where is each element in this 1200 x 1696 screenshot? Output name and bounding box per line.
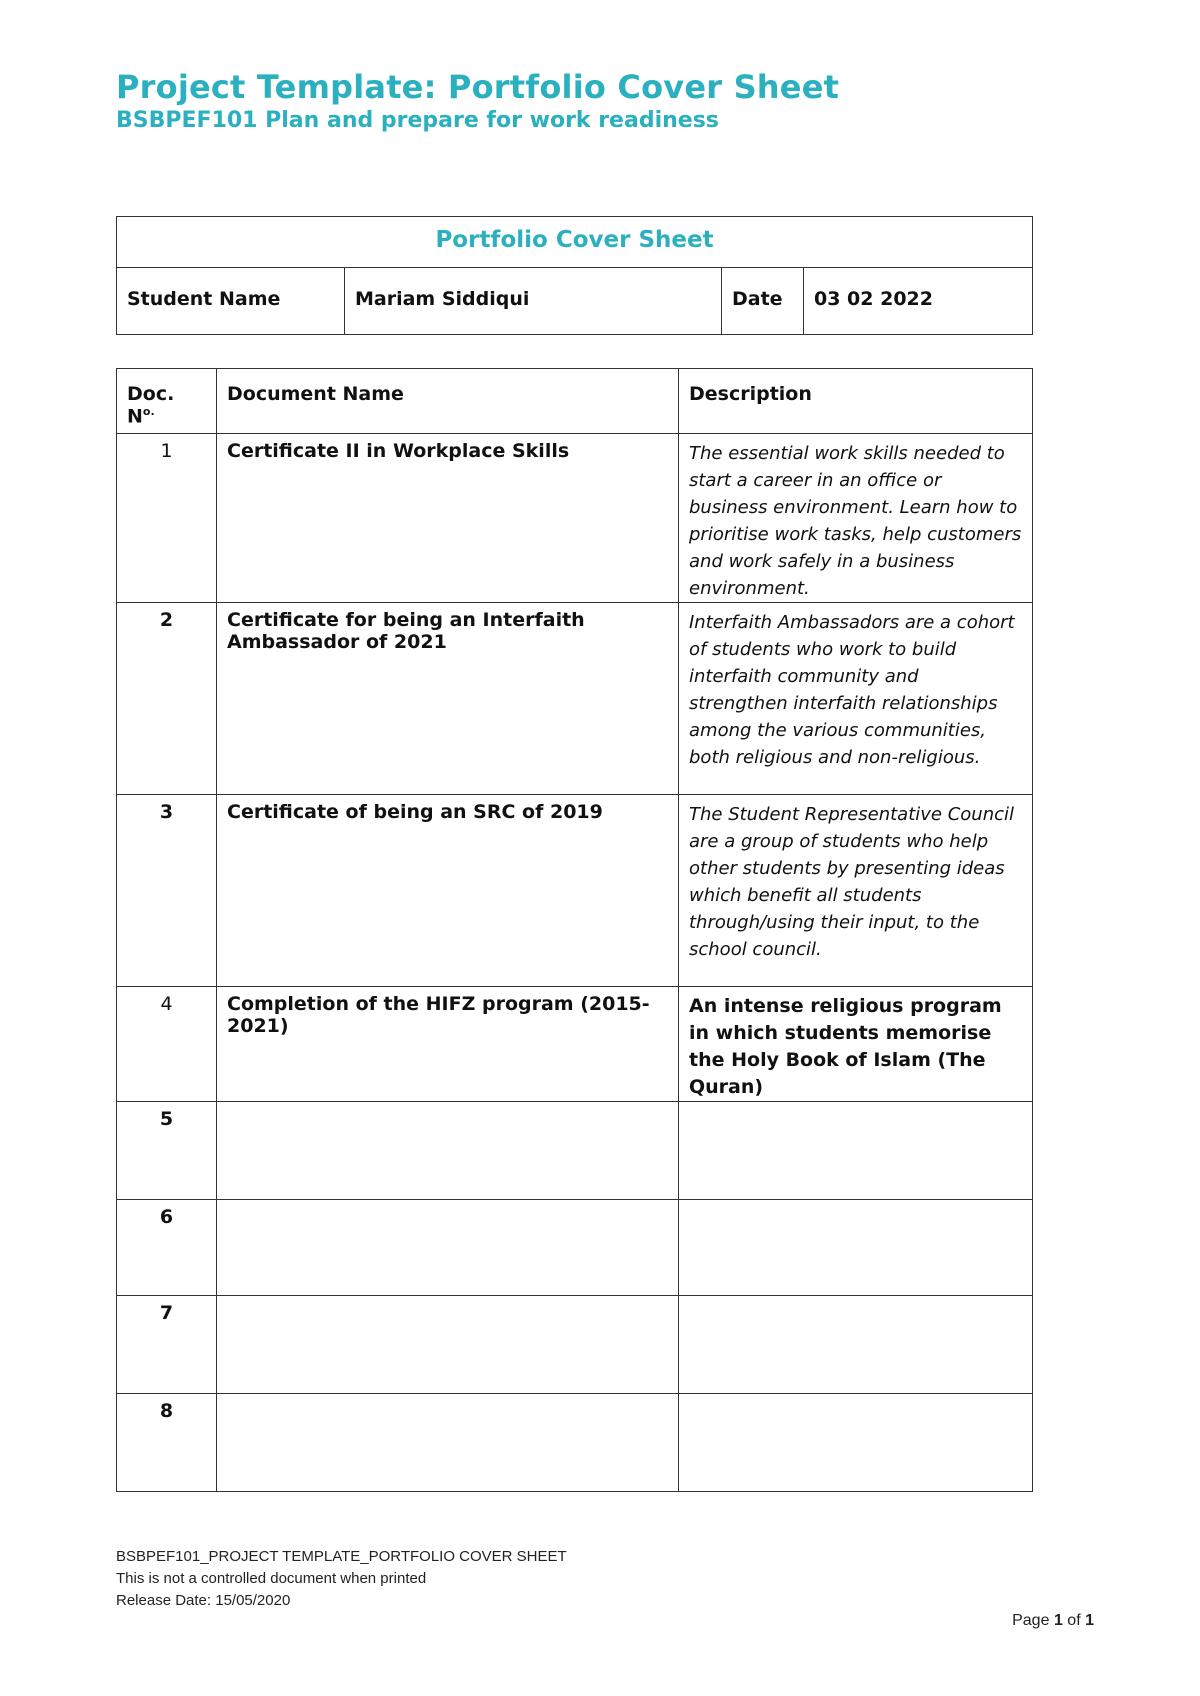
- document-description: An intense religious program in which students memorise the Holy Book of Islam (The Quran): [679, 987, 1033, 1102]
- doc-number: 7: [117, 1296, 217, 1394]
- footer-release-date: Release Date: 15/05/2020: [116, 1592, 291, 1609]
- page-current: 1: [1053, 1612, 1063, 1629]
- table-row: [117, 987, 1033, 1102]
- document-name: [217, 1394, 679, 1492]
- column-header-document-name: Document Name: [217, 369, 679, 434]
- document-name: Certificate of being an SRC of 2019: [217, 795, 679, 987]
- document-title: Project Template: Portfolio Cover Sheet: [116, 68, 840, 106]
- document-description: [679, 1296, 1033, 1394]
- table-row: [117, 603, 1033, 795]
- footer-document-code: BSBPEF101_PROJECT TEMPLATE_PORTFOLIO COVER SHEET: [116, 1548, 567, 1565]
- document-footer: [116, 1546, 567, 1612]
- date-label: Date: [722, 268, 804, 335]
- documents-table: [116, 368, 1033, 1492]
- document-name: Certificate II in Workplace Skills: [217, 434, 679, 603]
- page-number: Page 1 of 1: [1012, 1612, 1094, 1629]
- doc-number: 4: [117, 987, 217, 1102]
- page-total: 1: [1085, 1612, 1094, 1629]
- table-row: [117, 434, 1033, 603]
- student-name-value: Mariam Siddiqui: [345, 268, 722, 335]
- document-name: [217, 1296, 679, 1394]
- document-description: The essential work skills needed to start a career in an office or business environment. Learn how to prioritise work tasks, help customers and work safely in a business environment.: [679, 434, 1033, 603]
- document-name: Certificate for being an Interfaith Ambassador of 2021: [217, 603, 679, 795]
- table-row: [117, 1102, 1033, 1200]
- student-name-label: Student Name: [117, 268, 345, 335]
- doc-number: 5: [117, 1102, 217, 1200]
- column-header-description: Description: [679, 369, 1033, 434]
- footer-control-notice: This is not a controlled document when printed: [116, 1570, 427, 1587]
- doc-number: 1: [117, 434, 217, 603]
- table-row: [117, 795, 1033, 987]
- document-description: [679, 1394, 1033, 1492]
- doc-number: 6: [117, 1200, 217, 1296]
- doc-number: 8: [117, 1394, 217, 1492]
- column-header-doc-number: Doc. $N^{o.}$: [117, 369, 217, 434]
- document-name: [217, 1102, 679, 1200]
- document-description: [679, 1200, 1033, 1296]
- document-name: Completion of the HIFZ program (2015-2021): [217, 987, 679, 1102]
- doc-number: 2: [117, 603, 217, 795]
- table-row: [117, 1200, 1033, 1296]
- document-description: The Student Representative Council are a group of students who help other students by presenting ideas which benefit all students through/using their input, to the school council.: [679, 795, 1033, 987]
- table-row: [117, 1394, 1033, 1492]
- date-value: 03 02 2022: [804, 268, 1033, 335]
- document-description: [679, 1102, 1033, 1200]
- table-row: [117, 1296, 1033, 1394]
- cover-sheet-heading: Portfolio Cover Sheet: [117, 217, 1033, 268]
- document-name: [217, 1200, 679, 1296]
- documents-header-row: [117, 369, 1033, 434]
- doc-number: 3: [117, 795, 217, 987]
- document-description: Interfaith Ambassadors are a cohort of students who work to build interfaith community and strengthen interfaith relationships among the various communities, both religious and non-religious.: [679, 603, 1033, 795]
- document-subtitle: BSBPEF101 Plan and prepare for work readiness: [116, 108, 719, 133]
- cover-sheet-table: [116, 216, 1033, 335]
- doc-number-superscript: o.: [142, 405, 155, 418]
